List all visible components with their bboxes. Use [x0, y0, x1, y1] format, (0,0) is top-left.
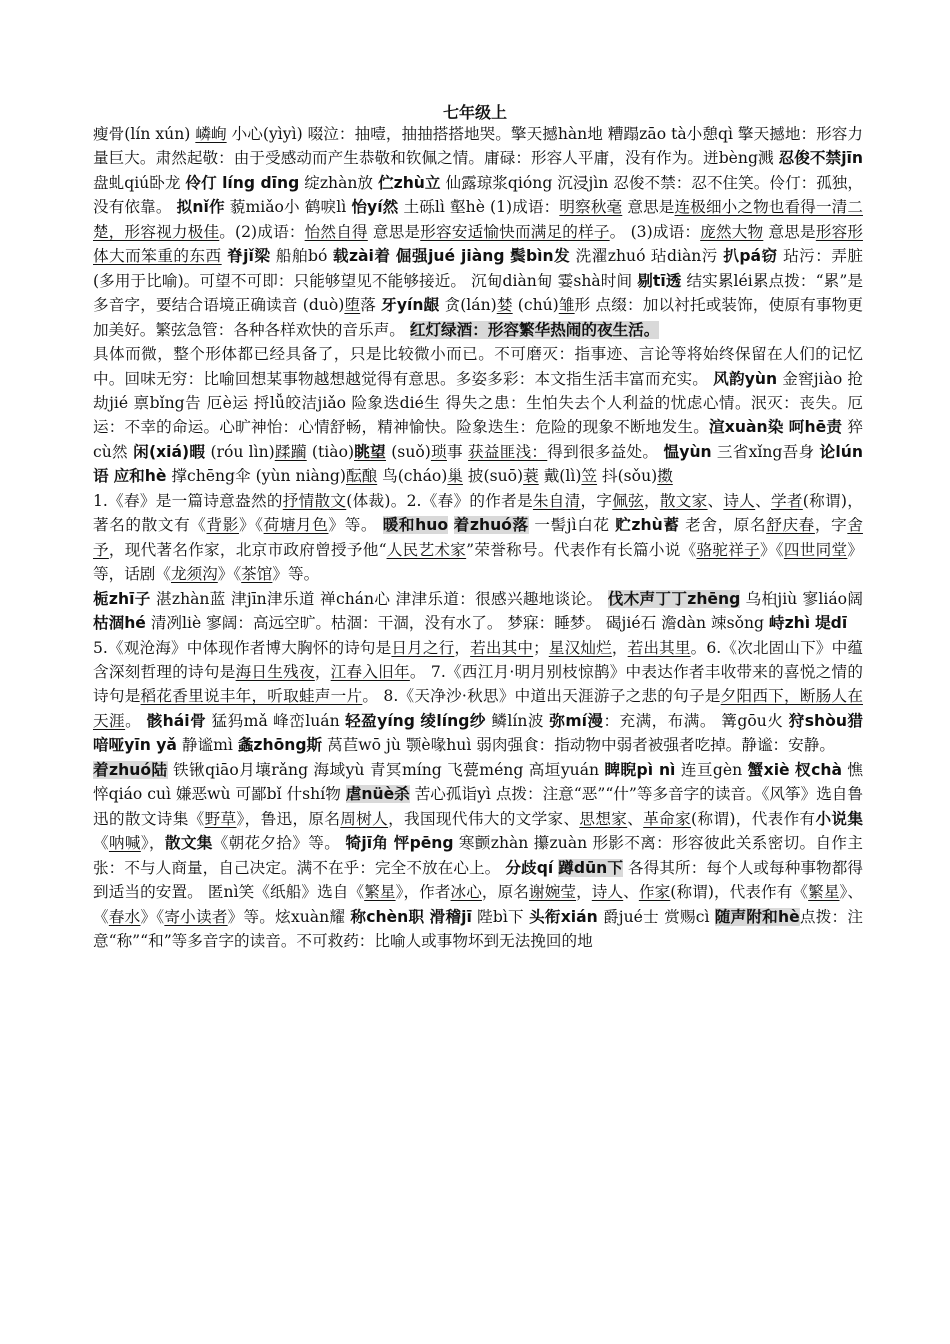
text-run: 撑chēng伞 (yùn niàng) — [166, 467, 346, 486]
vocab-term: 峙zhì — [768, 614, 811, 633]
underlined-answer: 四世同堂 — [783, 540, 848, 559]
underlined-answer: 佩弦 — [612, 491, 645, 510]
text-run: ：充满，布满。 篝gōu火 — [603, 711, 789, 730]
underlined-answer: 呐喊 — [108, 834, 141, 853]
text-run: 清冽liè 寥阔：高远空旷。枯涸：干涸，没有水了。 梦寐：睡梦。 碣jié石 澹dàn 竦sǒng — [145, 614, 769, 633]
vocab-term: 睥睨pì nì — [604, 760, 676, 779]
vocab-term: 轻盈yíng — [345, 711, 415, 730]
text-run: 形 点缀：加以衬托或装饰，使原有事物更加美好。繁弦急管：各种各样欢快的音乐声。 — [93, 296, 863, 339]
text-run: 金窖jiào 抢劫jié 禀bǐng告 厄è运 捋lǚ皎洁jiǎo 险象迭dié生 得失之患：生怕失去个人利益的忧虑心情。泯灭：丧失。厄运：不幸的命运。心旷神怡：心情舒畅，精神愉快。险象迭生：危险的现象不断地发生。 — [93, 369, 864, 437]
text-run: 。 — [125, 711, 147, 730]
text-run: 静谧mì — [176, 736, 238, 755]
underlined-answer: 舒庆春 — [766, 516, 815, 535]
text-run: 》等。炫xuàn耀 — [227, 907, 351, 926]
vocab-term: 伐木声丁丁zhēng — [607, 589, 741, 608]
vocab-term: 喑哑yīn yǎ — [93, 736, 177, 755]
text-run: ； — [533, 638, 549, 657]
vocab-term: 分歧qí — [505, 858, 554, 877]
text-run: 戴(lì) — [538, 467, 582, 486]
text-run: 洗濯zhuó 玷diàn污 — [570, 247, 724, 266]
vocab-term: 忍俊不禁jīn — [778, 149, 863, 168]
text-run: 。6.《次北固山下》中蕴含深刻哲理的诗句是 — [93, 638, 863, 681]
text-run: 小心(yìyì) 啜泣：抽噎，抽抽搭搭地哭。擎天撼hàn地 糟蹋zāo tà小憩qì 擎天撼地：形容力量巨大。肃然起敬：由于受感动而产生恭敬和钦佩之情。庸碌：形容人平庸，没有作为。迸bèng溅 — [93, 125, 863, 168]
text-run: 》、《 — [93, 883, 863, 926]
vocab-term: 论lún语 — [93, 442, 863, 486]
underlined-answer: 夕阳西下，断肠人在天涯 — [93, 687, 863, 730]
vocab-term: 蹲dūn下 — [558, 858, 624, 877]
text-run: (tiào) — [306, 442, 355, 461]
text-paragraph — [93, 587, 863, 636]
document-body — [93, 122, 863, 953]
vocab-term: 扒pá窃 — [723, 247, 778, 266]
underlined-answer: 雏 — [558, 296, 575, 315]
text-run: 》《 — [759, 540, 784, 559]
text-run: ，原名 — [481, 883, 529, 902]
text-run: 乌桕jiù 寥liáo阔 — [740, 589, 863, 608]
underlined-answer: 若出其里 — [627, 638, 691, 657]
vocab-term: 应和hè — [113, 467, 167, 486]
text-run: 、 — [627, 809, 644, 828]
vocab-term: 眺望 — [354, 442, 387, 461]
text-run: 、 — [623, 883, 639, 902]
vocab-term: 伫zhù立 — [378, 173, 441, 192]
text-run: 》， — [140, 834, 165, 853]
text-run: 仙露琼浆qióng 沉浸jìn 忍俊不禁：忍不住笑。伶仃：孤独，没有依靠。 — [93, 173, 863, 217]
text-run: (称谓)，代表作有 — [691, 809, 816, 828]
underlined-answer: 嶙峋 — [195, 125, 227, 143]
underlined-answer: 蓑 — [523, 467, 539, 486]
text-run: ， — [611, 638, 628, 657]
text-run: 》，鲁迅，原名 — [236, 809, 341, 828]
text-run: 鳞lín波 — [485, 711, 550, 730]
text-run: 得到很多益处。 — [547, 442, 664, 461]
underlined-answer: 连极细小之物也看得一清二楚，形容视力极佳 — [93, 198, 863, 241]
text-run: 鸟(cháo) — [377, 467, 448, 486]
text-run: 、 — [755, 491, 772, 510]
vocab-term: 着zhuó陆 — [93, 760, 168, 779]
text-run: 陛bì下 — [471, 907, 530, 926]
text-run: 猝cù然 — [93, 418, 863, 461]
text-run: ，字 — [580, 491, 613, 510]
underlined-answer: 革命家 — [643, 809, 692, 828]
text-run: ， — [576, 883, 592, 902]
text-run: (体裁)。2.《春》的作者是 — [346, 491, 533, 510]
underlined-answer: 婪 — [496, 296, 513, 315]
text-run: 》《 — [238, 516, 264, 535]
underlined-answer: 堕 — [344, 296, 361, 315]
underlined-answer: 冰心 — [450, 883, 482, 902]
text-paragraph — [93, 489, 863, 587]
underlined-answer: 舍予 — [93, 516, 863, 559]
underlined-answer: 稻花香里说丰年，听取蛙声一片 — [140, 687, 363, 706]
underlined-answer: 巢 — [447, 467, 463, 486]
vocab-term: 载zài着 — [332, 247, 391, 266]
vocab-term: 栀zhī子 — [93, 589, 151, 608]
underlined-answer: 怡然自得 — [304, 222, 368, 241]
text-paragraph — [93, 636, 863, 758]
text-run: 老舍，原名 — [679, 516, 767, 535]
vocab-term: 愠yùn — [663, 442, 712, 461]
underlined-answer: 繁星 — [364, 883, 396, 902]
text-run: (chú) — [512, 296, 559, 315]
vocab-term: 暖和huo — [382, 516, 449, 535]
text-paragraph — [93, 122, 863, 342]
text-run: 一髻jì白花 — [528, 516, 616, 535]
text-run: 苦心孤诣yì 点拨：注意“恶”“什”等多音字的读音。《风筝》选自鲁迅的散文诗集《 — [93, 785, 863, 828]
underlined-answer: 繁星 — [808, 883, 840, 902]
text-run: 。 8.《天净沙·秋思》中道出天涯游子之悲的句子是 — [362, 687, 721, 706]
text-run: 土砾lì 壑hè (1)成语： — [398, 198, 560, 217]
text-run: ， — [644, 491, 660, 510]
underlined-answer: 作家 — [638, 883, 671, 902]
text-run: ，字 — [814, 516, 848, 535]
underlined-answer: 获益匪浅： — [468, 442, 548, 461]
text-run: 《朝花夕拾》等。 — [212, 834, 346, 853]
text-run: 瘦骨(lín xún) — [93, 125, 196, 143]
text-run: 具体而微，整个形体都已经具备了，只是比较微小而已。不可磨灭：指事迹、言论等将始终保留在人们的记忆中。回味无穷：比喻回想某事物越想越觉得有意思。多姿多彩：本文指生活丰富而充实。 — [93, 345, 863, 388]
underlined-answer: 春水 — [108, 907, 141, 926]
text-run: 寒颤zhàn 攥zuàn 形影不离：形容彼此关系密切。自作主张：不与人商量，自己决定。满不在乎：完全不放在心上。 — [93, 834, 863, 877]
text-run: 1.《春》是一篇诗意盎然的 — [93, 491, 283, 510]
text-run: 。 7.《西江月·明月别枝惊鹊》中表达作者丰收带来的喜悦之情的诗句是 — [93, 662, 863, 706]
underlined-answer: 诗人 — [723, 491, 756, 510]
vocab-term: 怦pēng — [393, 834, 454, 853]
text-run: 各得其所：每个人或每种事物都得到适当的安置。 匿nì笑《纸船》选自《 — [93, 858, 863, 902]
text-run: (suǒ) — [386, 442, 431, 461]
text-run: 莴苣wō jù 颚è喙huì 弱肉强食：指动物中弱者被强者吃掉。静谧：安静。 — [322, 736, 835, 755]
vocab-term: 狩shòu猎 — [788, 711, 863, 730]
text-run: 5.《观沧海》中体现作者博大胸怀的诗句是 — [93, 638, 392, 657]
underlined-answer: 笠 — [581, 467, 598, 486]
text-paragraph — [93, 342, 863, 489]
text-run: 》，作者 — [395, 883, 451, 902]
underlined-answer: 朱自清 — [532, 491, 581, 510]
text-run: 。 (3)成语： — [609, 222, 701, 241]
text-run: 》等。 — [328, 516, 383, 535]
text-run: ， — [314, 662, 331, 681]
text-run: 抖(sǒu) — [597, 467, 658, 486]
underlined-answer: 思想家 — [579, 809, 628, 828]
vocab-term: 骸hái骨 — [146, 711, 207, 730]
text-run: 湛zhàn蓝 津jīn津乐道 禅chán心 津津乐道：很感兴趣地谈论。 — [150, 589, 608, 608]
text-paragraph — [93, 758, 863, 954]
vocab-term: 鬓bìn发 — [509, 247, 571, 266]
text-run: 玷污：弄脏(多用于比喻)。可望不可即：只能够望见不能够接近。 沉甸diàn甸 霎shà时间 — [93, 247, 863, 290]
text-run: 披(suō) — [462, 467, 524, 486]
text-run: (称谓)，代表作有《 — [670, 883, 809, 902]
underlined-answer: 海日生残夜 — [235, 662, 315, 681]
vocab-term: 头衔xián — [529, 907, 598, 926]
vocab-term: 弥mí漫 — [549, 711, 604, 730]
vocab-term: 着zhuó落 — [453, 516, 529, 535]
vocab-term: 虐nüè杀 — [345, 785, 410, 804]
text-run: 盘虬qiú卧龙 — [93, 173, 186, 192]
text-run: ，现代著名作家，北京市政府曾授予他“ — [108, 540, 387, 559]
text-run: ， — [454, 638, 471, 657]
underlined-answer: 明察秋毫 — [559, 198, 623, 217]
vocab-term: 闲(xiá)暇 — [133, 442, 206, 461]
underlined-answer: 谢婉莹 — [529, 883, 577, 902]
vocab-term: 蟹xiè — [747, 760, 790, 779]
underlined-answer: 诗人 — [591, 883, 624, 902]
vocab-term: 剔tī透 — [637, 271, 682, 290]
page-title: 七年级上 — [442, 103, 507, 122]
vocab-term: 倔强jué jiàng — [395, 247, 505, 266]
underlined-answer: 庞然大物 — [700, 222, 764, 241]
text-run: 事 — [446, 442, 469, 461]
vocab-term: 小说集 — [815, 809, 863, 828]
text-run: 船舶bó — [270, 247, 333, 266]
vocab-term: 螽zhōng斯 — [237, 736, 323, 755]
text-run: 结实累léi累点拨：“累”是多音字，要结合语境正确读音 (duò) — [93, 271, 863, 315]
vocab-term: 称chèn职 — [350, 907, 425, 926]
text-run: 、 — [707, 491, 724, 510]
text-run: (称谓)，著名的散文有《 — [93, 491, 863, 535]
vocab-term: 伶仃 líng dīng — [185, 173, 300, 192]
vocab-term: 贮zhù蓄 — [615, 516, 680, 535]
underlined-answer: 酝酿 — [345, 467, 378, 486]
vocab-term: 拟nǐ作 — [176, 198, 225, 217]
text-run: 爵jué士 赏赐cì — [597, 907, 715, 926]
underlined-answer: 周树人 — [340, 809, 389, 828]
vocab-term: 呵hē责 — [788, 418, 843, 437]
underlined-answer: 星汉灿烂 — [548, 638, 612, 657]
vocab-term: 滑稽jī — [429, 907, 472, 926]
text-run: 《 — [93, 834, 109, 853]
text-run: 藐miǎo小 鹤唳lì — [224, 198, 352, 217]
vocab-term: 犄jī角 — [345, 834, 389, 853]
underlined-answer: 日月之行 — [391, 638, 455, 657]
text-run: 连亘gèn — [675, 760, 748, 779]
underlined-answer: 江春入旧年 — [330, 662, 410, 681]
text-run: 》等。 — [272, 565, 320, 584]
vocab-term: 风韵yùn — [713, 369, 778, 388]
underlined-answer: 野草 — [204, 809, 237, 828]
underlined-answer: 荷塘月色 — [263, 516, 329, 535]
underlined-answer: 龙须沟 — [170, 565, 218, 584]
text-run: 三省xǐng吾身 — [711, 442, 820, 461]
text-run: 。(2)成语： — [219, 222, 305, 241]
text-run: 憔悴qiáo cuì 嫌恶wù 可鄙bǐ 什shí物 — [93, 760, 863, 804]
text-run — [448, 516, 454, 534]
underlined-answer: 寄小读者 — [164, 907, 228, 926]
underlined-answer: 蹂躏 — [274, 442, 307, 461]
underlined-answer: 学者 — [771, 491, 803, 510]
vocab-term: 堤dī — [815, 614, 848, 633]
vocab-term: 脊jǐ梁 — [227, 247, 271, 266]
underlined-answer: 人民艺术家 — [386, 540, 467, 559]
underlined-answer: 琐 — [430, 442, 447, 461]
underlined-answer: 背影 — [206, 516, 239, 535]
underlined-answer: 散文家 — [659, 491, 708, 510]
text-run: 意思是 — [622, 198, 675, 217]
underlined-answer: 若出其中 — [470, 638, 534, 657]
text-run: 》《 — [140, 907, 165, 926]
vocab-term: 枯涸hé — [93, 614, 146, 633]
underlined-answer: 形容安适愉快而满足的样子 — [420, 222, 610, 241]
text-run: 猛犸mǎ 峰峦luán — [206, 711, 346, 730]
text-run: 意思是 — [367, 222, 421, 241]
vocab-term: 怡yí然 — [351, 198, 399, 217]
text-run: (róu lìn) — [205, 442, 275, 461]
vocab-term: 红灯绿酒：形容繁华热闹的夜生活。 — [409, 320, 660, 339]
vocab-term: 随声附和hè — [714, 907, 800, 926]
text-run: ”荣誉称号。代表作有长篇小说《 — [466, 540, 697, 559]
text-run: 点拨：注意“称”“和”等多音字的读音。不可救药：比喻人或事物坏到无法挽回的地 — [93, 907, 863, 950]
text-run: ，我国现代伟大的文学家、 — [388, 809, 580, 828]
underlined-answer: 茶馆 — [241, 565, 273, 584]
underlined-answer: 擞 — [657, 467, 673, 486]
underlined-answer: 骆驼祥子 — [696, 540, 760, 559]
vocab-term: 牙yín龈 — [381, 296, 440, 315]
text-run: 》等，话剧《 — [93, 540, 863, 584]
text-run: 》《 — [217, 565, 242, 584]
text-run: 落 — [360, 296, 382, 315]
vocab-term: 杈chà — [795, 760, 842, 779]
vocab-term: 散文集 — [164, 834, 213, 853]
text-run: 铁锹qiāo月壤rǎng 海域yù 青冥míng 飞甍méng 高垣yuán — [167, 760, 605, 779]
underlined-answer: 抒情散文 — [282, 491, 347, 510]
text-run: 绽zhàn放 — [299, 173, 379, 192]
underlined-answer: 形容形体大而笨重的东西 — [93, 222, 863, 266]
text-run: 贪(lán) — [439, 296, 497, 315]
vocab-term: 绫líng纱 — [420, 711, 486, 730]
vocab-term: 渲xuàn染 — [709, 418, 784, 437]
text-run: 意思是 — [763, 222, 816, 241]
